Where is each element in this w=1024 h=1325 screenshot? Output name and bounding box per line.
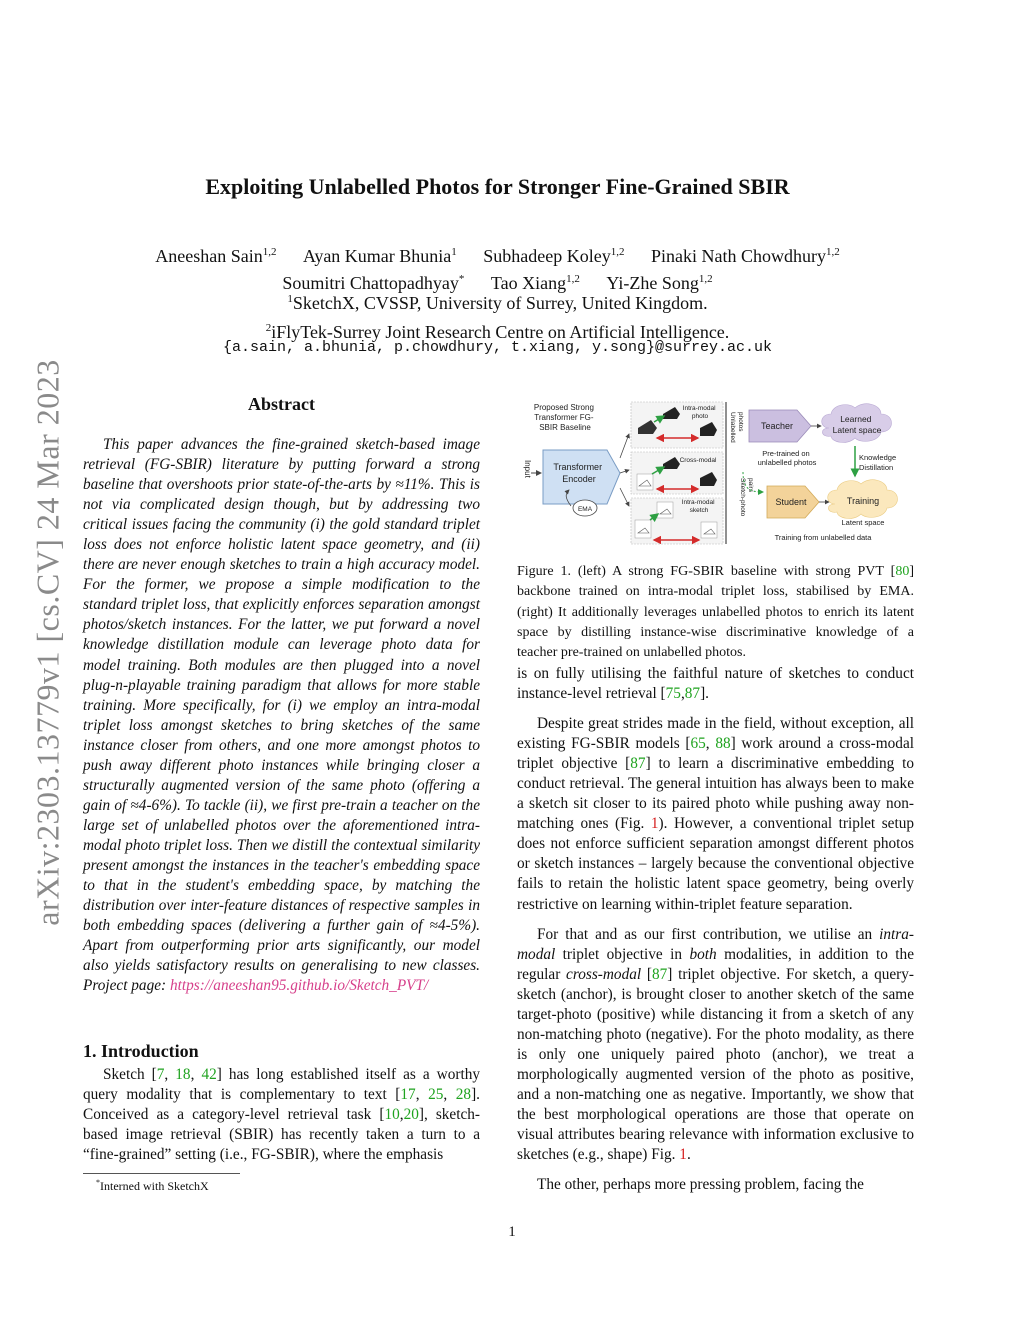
svg-text:Proposed Strong Transfor	[534, 403, 596, 432]
citation-link[interactable]: 28	[455, 1086, 472, 1104]
citation-link[interactable]: 10	[384, 1106, 400, 1124]
svg-text:Unlabelled photos	[729, 412, 744, 445]
citation-link[interactable]: 17	[400, 1086, 416, 1104]
input-label: Input	[523, 460, 532, 478]
citation-link[interactable]: 25	[428, 1086, 444, 1104]
unlabelled-photos-label: photos	[737, 412, 744, 432]
section-heading-introduction: 1. Introduction	[83, 1041, 199, 1061]
author-emails: {a.sain, a.bhunia, p.chowdhury, t.xiang, y.song}@surrey.ac.uk	[222, 339, 773, 356]
intra-photo-label: Intra-modal	[682, 405, 716, 412]
page-number: 1	[508, 1224, 516, 1240]
training-unlabelled-label: Training from unlabelled data	[774, 533, 872, 542]
arxiv-id: arXiv:2303.13779v1 [cs.CV] 24 Mar 2023	[29, 359, 66, 926]
body-paragraph: Despite great strides made in the field, without exception, all existing FG-SBIR models [65, 88] work around a cross-modal triplet objective [87] to learn a discriminative embedding to conduct retrieval. The general intuition has always been to make a sketch sit closer to its paired photo while pushing away non-matching ones (Fig. 1). However, a conventional triplet setup does not enforce sufficient separation amongst different photos or sketch instances – largely because the conventional objective fails to retain the holistic latent space geometry, being overly restrictive on learning within-triplet feature separation.	[517, 715, 914, 913]
unlabelled-photos-label: Unlabelled	[729, 412, 736, 443]
svg-text:Pre-trained on unlabelle	[758, 449, 817, 467]
project-page-link[interactable]: https://aneeshan95.github.io/Sketch_PVT/	[169, 977, 429, 995]
body-paragraph: The other, perhaps more pressing problem, facing the	[537, 1176, 864, 1194]
pretrained-label: Pre-trained on	[762, 449, 810, 458]
body-paragraph: For that and as our first contribution, we utilise an intra-modal triplet objective in both modalities, in addition to the regular cross-modal [87] triplet objective. For sketch, a query-sketch (anchor), is brought closer to another sketch of the same target-photo (positive) while distancing it from a sketch of any non-matching photo (negative). For the photo modality, as there is only one uniquely paired photo (anchor), we treat a morphologically augmented version of the photo as positive, and a non-matching one as negative. Importantly, we show that the best morphological operations are those that operate on visual attributes bearing relevance with information exclusive to sketches (e.g., shape) Fig. 1.	[517, 925, 914, 1164]
citation-link[interactable]: 20	[403, 1106, 419, 1124]
affiliations	[100, 287, 895, 345]
author: Tao Xiang$^{1,2}$	[490, 273, 580, 293]
intro-paragraph: Sketch [7, 18, 42] has long established itself as a worthy query modality that is complementary to text [17, 25, 28]. Conceived as a category-level retrieval task [10,20], sketch-based image retrieval (SBIR) has recently taken a turn to a “fine-grained” setting (i.e., FG-SBIR), where the emphasis	[83, 1066, 481, 1164]
right-column-body	[517, 664, 914, 1205]
learned-latent-label: Latent space	[832, 425, 882, 435]
abstract-body	[83, 435, 480, 996]
learned-latent-label: Learned	[840, 414, 872, 424]
author: Aneeshan Sain$^{1,2}$	[155, 246, 277, 266]
cross-modal-label: Cross-modal	[679, 457, 717, 464]
citation-link[interactable]: 75	[665, 685, 681, 703]
teacher-label: Teacher	[760, 421, 794, 431]
encoder-label: Encoder	[562, 474, 596, 484]
arxiv-stamp	[22, 345, 74, 940]
author: Soumitri Chattopadhyay*	[282, 273, 465, 293]
sketch-thumbnail	[701, 522, 717, 538]
training-label: Training	[846, 496, 880, 506]
pretrained-label: unlabelled photos	[757, 458, 817, 467]
intra-photo-label: photo	[691, 413, 709, 420]
figure-diagram	[517, 398, 914, 548]
footnote-rule	[83, 1173, 240, 1174]
knowledge-distillation-label: Knowledge	[859, 453, 897, 462]
affiliation: $^1$SketchX, CVSSP, University of Surrey, United Kingdom.	[287, 293, 708, 313]
citation-link[interactable]: 87	[630, 755, 646, 773]
student-label: Student	[775, 497, 807, 507]
intra-photo-panel	[631, 402, 723, 448]
figure-ref-link[interactable]: 1	[650, 815, 659, 833]
figure-1	[517, 398, 914, 548]
sketch-thumbnail	[635, 520, 651, 538]
affiliation: $^2$iFlyTek-Surrey Joint Research Centre on Artificial Intelligence.	[265, 322, 730, 342]
baseline-label: SBIR Baseline	[539, 423, 591, 432]
baseline-label: Proposed Strong	[533, 403, 594, 412]
baseline-label: Transformer FG-	[534, 413, 594, 422]
intra-sketch-panel	[631, 498, 723, 544]
intra-sketch-label: sketch	[689, 507, 709, 514]
encoder-label: Transformer	[553, 462, 603, 472]
sketch-thumbnail	[657, 502, 673, 518]
citation-link[interactable]: 42	[201, 1066, 217, 1083]
figure-caption: Figure 1. (left) A strong FG-SBIR baseline with strong PVT [80] backbone trained on intra-modal triplet loss, stabilised by EMA. (right) It additionally leverages unlabelled photos to enrich its latent space by distilling instance-wise discriminative knowledge of a teacher pre-trained on unlabelled photos.	[517, 564, 914, 661]
cross-modal-panel	[631, 452, 723, 494]
abstract-heading: Abstract	[248, 394, 315, 414]
sketch-photo-pairs-label: Sketch-photo	[739, 478, 746, 517]
paper-title: Exploiting Unlabelled Photos for Stronger Fine-Grained SBIR	[205, 174, 790, 199]
citation-link[interactable]: 88	[715, 735, 731, 753]
latent-space-label: Latent space	[841, 518, 885, 527]
author: Subhadeep Koley$^{1,2}$	[483, 246, 625, 266]
citation-link[interactable]: 87	[651, 965, 668, 983]
svg-text:Sketch-photo pairs	[739, 478, 754, 518]
author: Yi-Zhe Song$^{1,2}$	[606, 273, 713, 293]
svg-text:Knowledge Distillation	[859, 453, 898, 472]
knowledge-distillation-label: Distillation	[859, 463, 894, 472]
citation-link[interactable]: 65	[690, 735, 706, 753]
footnote: *Interned with SketchX	[96, 1178, 209, 1193]
citation-link[interactable]: 80	[895, 564, 910, 579]
body-paragraph: is on fully utilising the faithful nature of sketches to conduct instance-level retrieval [75,87].	[517, 665, 914, 703]
citation-link[interactable]: 7	[156, 1066, 165, 1083]
ema-label: EMA	[577, 506, 593, 513]
author: Pinaki Nath Chowdhury$^{1,2}$	[651, 246, 840, 266]
author: Ayan Kumar Bhunia$^1$	[302, 246, 457, 266]
abstract-text: This paper advances the fine-grained sketch-based image retrieval (FG-SBIR) literature by putting forward a strong baseline that overshoots prior state-of-the-arts by ≈11%. This is not via complicated design though, but by addressing two critical issues facing the community (i) the gold standard triplet loss does not enforce holistic latent space geometry, and (ii) there are never enough sketches to train a high accuracy model. For the former, we propose a simple modification to the standard triplet loss, that explicitly enforces separation amongst photos/sketch instances. For the latter, we put forward a novel knowledge distillation module can leverage photo data for model training. Both modules are then plugged into a novel plug-n-playable training paradigm that allows for more stable training. More specifically, for (i) we employ an intra-modal triplet loss amongst sketches to bring sketches of the same instance closer from others, and one more amongst photos to push away different photo instances while bringing closer a structurally augmented version of the same photo (offering a gain of ≈4-6%). To tackle (ii), we first pre-train a teacher on the large set of unlabelled photos over the aforementioned intra-modal photo triplet loss. Then we distill the contextual similarity present amongst the instances in the teacher's embedding space to that in the student's embedding space, by matching the distribution over inter-feature distances of respective samples in both embedding spaces (delivering a further gain of ≈4-5%). Apart from outperforming prior arts significantly, our model also yields satisfactory results on generalising to new classes. Project page:	[83, 436, 480, 995]
sketch-photo-pairs-label: pairs	[747, 478, 754, 493]
citation-link[interactable]: 87	[684, 685, 701, 703]
figure-ref-link[interactable]: 1	[679, 1146, 687, 1164]
intra-sketch-label: Intra-modal	[681, 499, 715, 506]
citation-link[interactable]: 18	[175, 1066, 191, 1083]
sketch-thumbnail	[637, 474, 653, 490]
